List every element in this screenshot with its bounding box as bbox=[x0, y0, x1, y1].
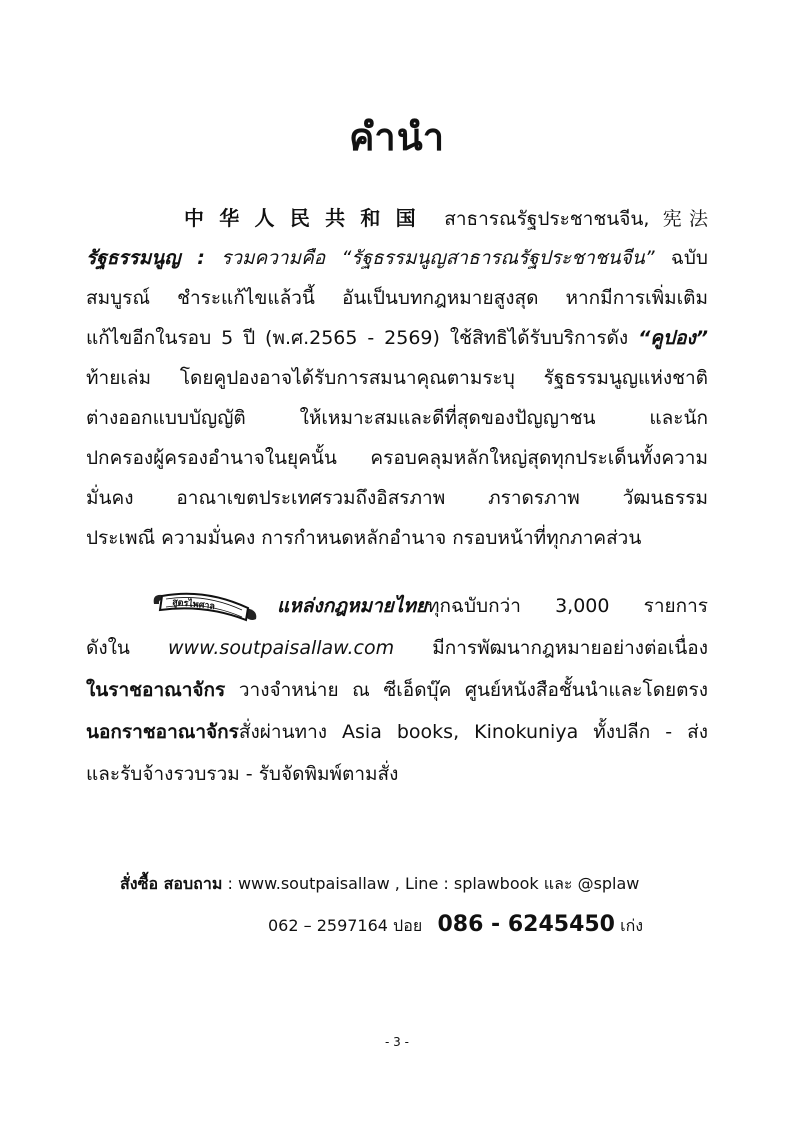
as-in-word: ดังใน bbox=[86, 637, 130, 659]
international-label: นอกราชอาณาจักร bbox=[86, 721, 239, 743]
thai-country-name: สาธารณรัฐประชาชนจีน, bbox=[444, 208, 650, 230]
paragraph-1-line-6: ต่างออกแบบบัญญัติ ให้เหมาะสมและดีที่สุดของปัญญาชน และนัก bbox=[86, 407, 708, 429]
domestic-label: ในราชอาณาจักร bbox=[86, 679, 226, 701]
paragraph-2-line-5: และรับจ้างรวบรวม - รับจัดพิมพ์ตามสั่ง bbox=[86, 763, 399, 785]
page-number: - 3 - bbox=[385, 1035, 409, 1049]
thai-law-source-label: แหล่งกฎหมายไทย bbox=[277, 595, 428, 617]
soutpaisal-logo bbox=[150, 586, 260, 626]
paragraph-2-line-3 bbox=[86, 670, 708, 710]
paragraph-1-line-7: ปกครองผู้ครองอำนาจในยุคนั้น ครอบคลุมหลักใหญ่สุดทุกประเด็นทั้งความ bbox=[86, 447, 708, 469]
edition-word: ฉบับ bbox=[670, 247, 708, 269]
paragraph-1-line-3: สมบูรณ์ ชำระแก้ไขแล้วนี้ อันเป็นบทกฎหมายสูงสุด หากมีการเพิ่มเติม bbox=[86, 287, 708, 309]
paragraph-1-line-4 bbox=[86, 318, 708, 358]
contact-info: : www.soutpaisallaw , Line : splawbook และ @splaw bbox=[227, 874, 640, 893]
development-text: มีการพัฒนากฎหมายอย่างต่อเนื่อง bbox=[432, 637, 708, 659]
website-link[interactable]: www.soutpaisallaw.com bbox=[167, 637, 395, 659]
constitution-summary: รวมความคือ “รัฐธรรมนูญสาธารณรัฐประชาชนจีน” bbox=[221, 247, 655, 269]
paragraph-1-line-9: ประเพณี ความมั่นคง การกำหนดหลักอำนาจ กรอบหน้าที่ทุกภาคส่วน bbox=[86, 527, 642, 549]
law-count-text: ทุกฉบับกว่า 3,000 รายการ bbox=[427, 595, 708, 617]
revision-period-text: แก้ไขอีกในรอบ 5 ปี (พ.ศ.2565 - 2569) ใช้สิทธิได้รับบริการดัง bbox=[86, 327, 629, 349]
contact-line bbox=[120, 872, 680, 897]
phone-line bbox=[268, 912, 688, 939]
page-title: คำนำ bbox=[348, 115, 446, 159]
logo-text: สูตรไพศาล bbox=[171, 597, 216, 613]
contact-label: สั่งซื้อ สอบถาม bbox=[120, 874, 223, 893]
paragraph-1-line-2 bbox=[86, 238, 708, 278]
paragraph-2-line-4 bbox=[86, 712, 708, 752]
phone-2: 086 - 6245450 bbox=[437, 912, 615, 937]
paragraph-2-line-1 bbox=[277, 586, 708, 626]
paragraph-1-line-5: ท้ายเล่ม โดยคูปองอาจได้รับการสมนาคุณตามระบุ รัฐธรรมนูญแห่งชาติ bbox=[86, 367, 708, 389]
chinese-country-name: 中华人民共和国 bbox=[184, 206, 431, 230]
phone-1: 062 – 2597164 ปอย bbox=[268, 916, 423, 935]
coupon-word: “คูปอง” bbox=[638, 327, 708, 349]
phone-2-name: เก่ง bbox=[620, 916, 644, 935]
domestic-distribution-text: วางจำหน่าย ณ ซีเอ็ดบุ๊ค ศูนย์หนังสือชั้นนำและโดยตรง bbox=[238, 679, 708, 701]
paragraph-2-line-2 bbox=[86, 628, 708, 668]
constitution-label: รัฐธรรมนูญ : bbox=[86, 247, 205, 269]
chinese-constitution-word: 宪法 bbox=[662, 208, 708, 230]
international-distribution-text: สั่งผ่านทาง Asia books, Kinokuniya ทั้งปลีก - ส่ง bbox=[238, 721, 708, 743]
paragraph-1-line-1 bbox=[184, 198, 708, 238]
paragraph-1-line-8: มั่นคง อาณาเขตประเทศรวมถึงอิสรภาพ ภราดรภาพ วัฒนธรรม bbox=[86, 487, 708, 509]
